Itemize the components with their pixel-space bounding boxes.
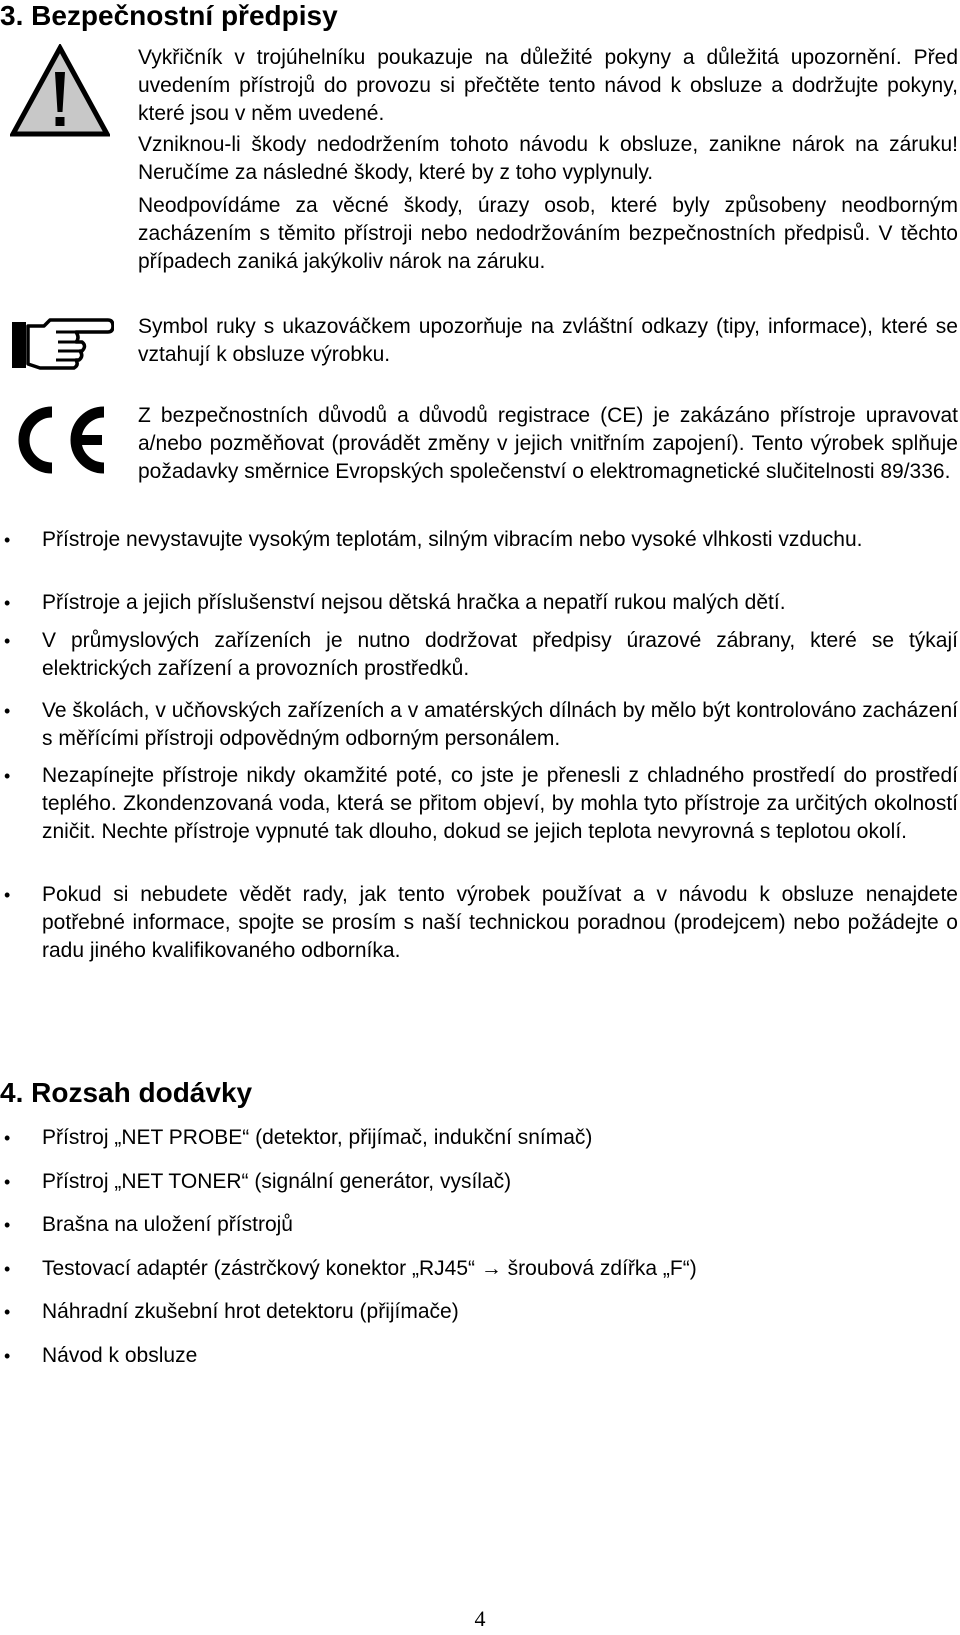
section-3-title: 3. Bezpečnostní předpisy (0, 0, 338, 31)
safety-bullet-2-wrap (0, 589, 960, 617)
warning-paragraph-3: Neodpovídáme za věcné škody, úrazy osob, které byly způsobeny neodborným zacházením s těmito přístroji nebo nedodržováním bezpečnostních předpisů. V těchto případech zaniká jakýkoliv nárok na záruku. (138, 194, 958, 273)
safety-bullet-1-wrap (0, 526, 960, 554)
delivery-item-3-wrap (0, 1211, 960, 1239)
warning-paragraph-2: Vzniknou-li škody nedodržením tohoto návodu k obsluze, zanikne nárok na záruku! Neručíme za následné škody, které by z toho vyplynuly. (138, 133, 958, 184)
delivery-item-6-wrap (0, 1342, 960, 1370)
hand-symbol-paragraph: Symbol ruky s ukazováčkem upozorňuje na zvláštní odkazy (tipy, informace), které se vztahují k obsluze výrobku. (138, 315, 958, 366)
delivery-item-1-wrap (0, 1124, 960, 1152)
list-item: • Brašna na uložení přístrojů (0, 1211, 960, 1239)
list-item: • Nezapínejte přístroje nikdy okamžité poté, co jste je přenesli z chladného prostředí do prostředí teplého. Zkondenzovaná voda, která se přitom objeví, by mohla tyto přístroje za určitých okolností zničit. Nechte přístroje vypnuté tak dlouho, dokud se jejich teplota nevyrovná s teplotou okolí. (0, 762, 960, 846)
safety-bullet-3-wrap (0, 627, 960, 683)
list-item: • Přístroje a jejich příslušenství nejsou dětská hračka a nepatří rukou malých dětí. (0, 589, 960, 617)
ce-mark-icon (10, 404, 114, 476)
safety-bullet-6-wrap (0, 881, 960, 965)
delivery-item-2-wrap (0, 1168, 960, 1196)
list-item: • Návod k obsluze (0, 1342, 960, 1370)
list-item: • V průmyslových zařízeních je nutno dodržovat předpisy úrazové zábrany, které se týkají elektrických zařízení a provozních prostředků. (0, 627, 960, 683)
ce-paragraph: Z bezpečnostních důvodů a důvodů registrace (CE) je zakázáno přístroje upravovat a/nebo pozměňovat (provádět změny v jejich vnitřním zapojení). Tento výrobek splňuje požadavky směrnice Evropských společenství o elektromagnetické slučitelnosti 89/336. (138, 404, 958, 483)
list-item: • Náhradní zkušební hrot detektoru (přijímače) (0, 1298, 960, 1326)
delivery-item-5-wrap (0, 1298, 960, 1326)
pointing-hand-icon (10, 316, 114, 374)
list-item: • Pokud si nebudete vědět rady, jak tento výrobek používat a v návodu k obsluze nenajdete potřebné informace, spojte se prosím s naší technickou poradnou (prodejcem) nebo požádejte o radu jiného kvalifikovaného odborníka. (0, 881, 960, 965)
page-number: 4 (474, 1606, 486, 1631)
section-4-title: 4. Rozsah dodávky (0, 1077, 253, 1108)
delivery-item-4-wrap (0, 1255, 960, 1283)
warning-triangle-icon (10, 44, 110, 140)
list-item: • Ve školách, v učňovských zařízeních a v amatérských dílnách by mělo být kontrolováno zacházení s měřícími přístroji odpovědným odborným personálem. (0, 697, 960, 753)
safety-bullet-5-wrap (0, 762, 960, 846)
list-item: • Přístroj „NET TONER“ (signální generátor, vysílač) (0, 1168, 960, 1196)
list-item: • Testovací adaptér (zástrčkový konektor „RJ45“ → šroubová zdířka „F“) (0, 1255, 960, 1283)
safety-bullet-4-wrap (0, 697, 960, 753)
list-item: • Přístroj „NET PROBE“ (detektor, přijímač, indukční snímač) (0, 1124, 960, 1152)
warning-paragraph-1: Vykřičník v trojúhelníku poukazuje na důležité pokyny a důležitá upozornění. Před uvedením přístrojů do provozu si přečtěte tento návod k obsluze a dodržujte pokyny, které jsou v něm uvedené. (138, 46, 958, 125)
list-item: • Přístroje nevystavujte vysokým teplotám, silným vibracím nebo vysoké vlhkosti vzduchu. (0, 526, 960, 554)
